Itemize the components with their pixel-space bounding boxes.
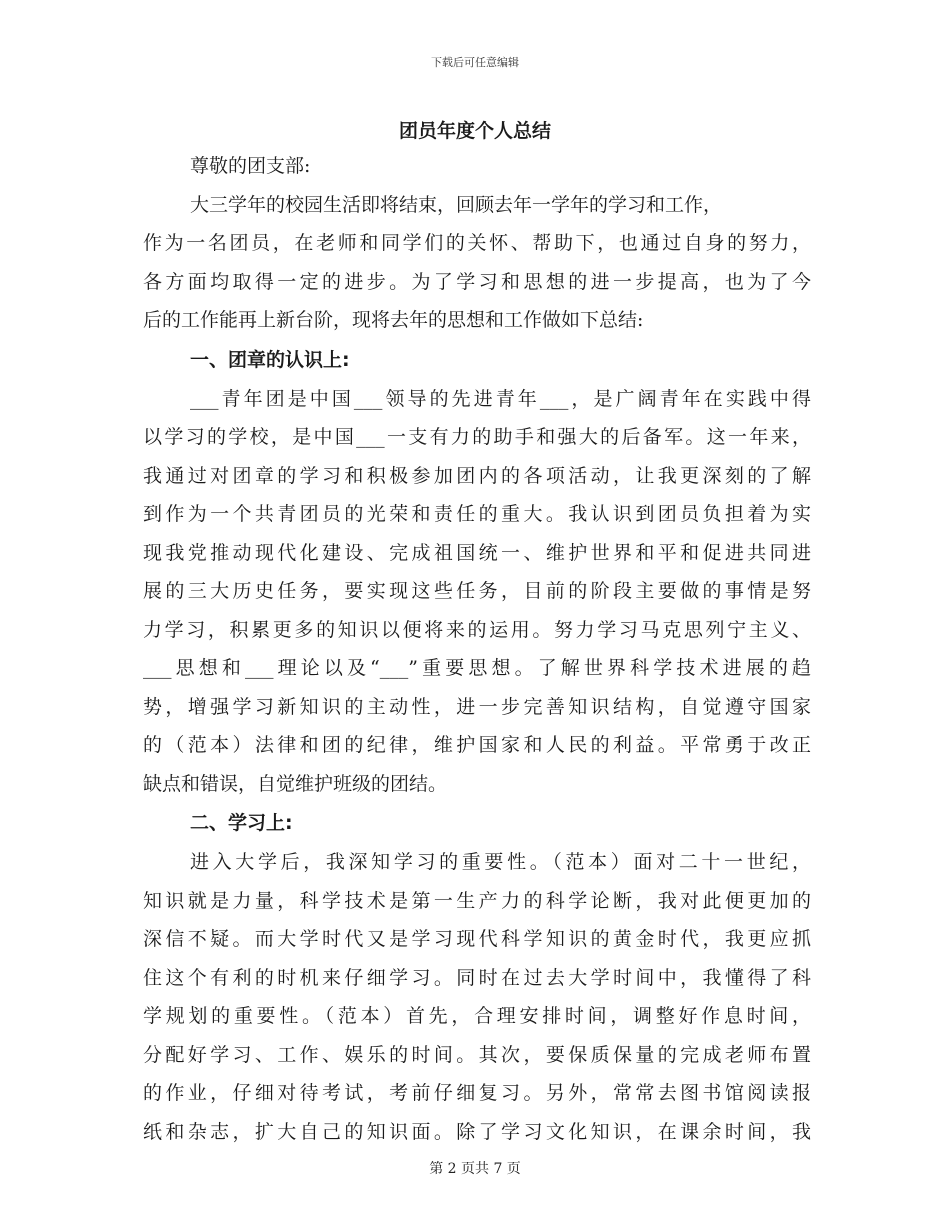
body-text-line: 进入大学后，我深知学习的重要性。（范本）面对二十一世纪， [190,851,811,873]
body-text-line: 势，增强学习新知识的主动性，进一步完善知识结构，自觉遵守国家 [143,695,811,718]
body-text-line: 展的三大历史任务，要实现这些任务，目前的阶段主要做的事情是努 [143,580,811,602]
body-text-line: 到作为一个共青团员的光荣和责任的重大。我认识到团员负担着为实 [143,503,811,525]
document-body [143,147,811,1151]
body-text-line: 尊敬的团支部: [190,155,311,177]
body-text-line: 后的工作能再上新台阶，现将去年的思想和工作做如下总结: [143,309,644,331]
body-text-line: 的（范本）法律和团的纪律，维护国家和人民的利益。平常勇于改正 [143,734,811,756]
body-text-line: 分配好学习、工作、娱乐的时间。其次，要保质保量的完成老师布置 [143,1043,811,1066]
body-text-line: 以学习的学校，是中国___一支有力的助手和强大的后备军。这一年来， [143,426,811,448]
body-text-line: 我通过对团章的学习和积极参加团内的各项活动，让我更深刻的了解 [143,464,811,487]
body-text-line: 各方面均取得一定的进步。为了学习和思想的进一步提高，也为了今 [143,270,811,293]
header-note: 下载后可任意编辑 [431,56,519,69]
body-text-line: 深信不疑。而大学时代又是学习现代科学知识的黄金时代，我更应抓 [143,928,811,950]
section-heading: 一、团章的认识上: [190,348,350,371]
body-text-line: 纸和杂志，扩大自己的知识面。除了学习文化知识，在课余时间，我 [143,1120,811,1143]
body-text-line: 作为一名团员，在老师和同学们的关怀、帮助下，也通过自身的努力， [143,232,811,254]
body-text-line: 现我党推动现代化建设、完成祖国统一、维护世界和平和促进共同进 [143,541,811,564]
body-text-line: 的作业，仔细对待考试，考前仔细复习。另外，常常去图书馆阅读报 [143,1082,811,1104]
page-footer: 第 2 页共 7 页 [429,1161,521,1177]
body-text-line: 学规划的重要性。（范本）首先，合理安排时间，调整好作息时间， [143,1005,811,1027]
body-text-line: 住这个有利的时机来仔细学习。同时在过去大学时间中，我懂得了科 [143,966,811,989]
body-text-line: 力学习，积累更多的知识以便将来的运用。努力学习马克思列宁主义、 [143,618,811,641]
body-text-line: 缺点和错误，自觉维护班级的团结。 [143,772,448,795]
body-text-line: 大三学年的校园生活即将结束，回顾去年一学年的学习和工作， [190,193,723,216]
document-title: 团员年度个人总结 [398,120,551,142]
section-heading: 二、学习上: [190,812,293,834]
body-text-line: 知识就是力量，科学技术是第一生产力的科学论断，我对此便更加的 [143,889,811,912]
body-text-line: ___青年团是中国___领导的先进青年___，是广阔青年在实践中得 [190,387,811,410]
body-text-line: ___思想和___理论以及“___”重要思想。了解世界科学技术进展的趋 [143,657,811,679]
